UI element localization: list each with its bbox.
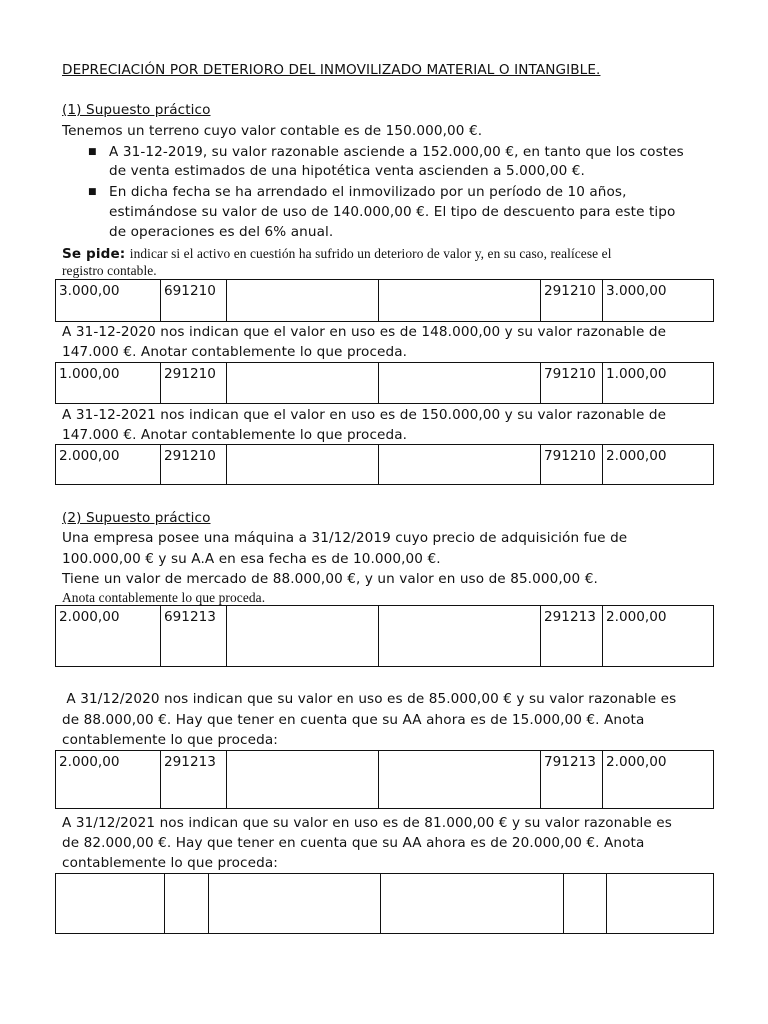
document-title: DEPRECIACIÓN POR DETERIORO DEL INMOVILIZADO MATERIAL O INTANGIBLE. [62, 62, 601, 78]
ask-text: indicar si el activo en cuestión ha sufrido un deterioro de valor y, en su caso, realícese el [129, 246, 612, 261]
journal-entry-table [55, 750, 714, 809]
case2-ask: Anota contablemente lo que proceda. [62, 590, 266, 605]
credit-account-cell[interactable] [564, 874, 607, 934]
credit-name-cell[interactable] [381, 874, 564, 934]
table-row [56, 280, 714, 322]
credit-amount-cell[interactable] [607, 874, 714, 934]
case2-2020-question-line1: A 31/12/2020 nos indican que su valor en uso es de 85.000,00 € y su valor razonable es [62, 691, 677, 707]
table-row [56, 751, 714, 809]
credit-amount-cell: 2.000,00 [603, 445, 714, 485]
case2-intro-line1: Una empresa posee una máquina a 31/12/2019 cuyo precio de adquisición fue de [62, 530, 628, 546]
case1-bullet1-line1: A 31-12-2019, su valor razonable asciende a 152.000,00 €, en tanto que los costes [109, 144, 684, 160]
journal-entry-table-empty [55, 873, 714, 934]
credit-name-cell [379, 751, 541, 809]
case2-intro-line2: 100.000,00 € y su A.A en esa fecha es de 10.000,00 €. [62, 551, 441, 567]
debit-amount-cell: 2.000,00 [56, 445, 161, 485]
debit-name-cell [227, 280, 379, 322]
journal-entry-table [55, 605, 714, 667]
case2-intro-line3: Tiene un valor de mercado de 88.000,00 €, y un valor en uso de 85.000,00 €. [62, 571, 598, 587]
debit-name-cell[interactable] [209, 874, 381, 934]
credit-name-cell [379, 280, 541, 322]
debit-name-cell [227, 363, 379, 404]
table-row [56, 363, 714, 404]
case1-bullet1-line2: de venta estimados de una hipotética venta ascienden a 5.000,00 €. [109, 163, 585, 179]
credit-name-cell [379, 606, 541, 667]
debit-amount-cell: 1.000,00 [56, 363, 161, 404]
case2-2020-question-line3: contablemente lo que proceda: [62, 732, 278, 748]
debit-name-cell [227, 751, 379, 809]
debit-amount-cell[interactable] [56, 874, 165, 934]
debit-account-cell: 291210 [161, 363, 227, 404]
case1-ask-line2: registro contable. [62, 263, 157, 278]
table-row [56, 874, 714, 934]
credit-name-cell [379, 363, 541, 404]
case1-bullet2-line3: de operaciones es del 6% anual. [109, 224, 334, 240]
journal-entry-table [55, 279, 714, 322]
debit-account-cell: 691210 [161, 280, 227, 322]
debit-name-cell [227, 606, 379, 667]
credit-account-cell: 791210 [541, 445, 603, 485]
case1-2020-question-line1: A 31-12-2020 nos indican que el valor en uso es de 148.000,00 y su valor razonable de [62, 324, 667, 340]
case2-2020-question-line2: de 88.000,00 €. Hay que tener en cuenta que su AA ahora es de 15.000,00 €. Anota [62, 712, 645, 728]
credit-account-cell: 291210 [541, 280, 603, 322]
credit-account-cell: 791213 [541, 751, 603, 809]
bullet-marker: ■ [88, 147, 97, 157]
table-row [56, 445, 714, 485]
case1-intro: Tenemos un terreno cuyo valor contable es de 150.000,00 €. [62, 123, 483, 139]
debit-amount-cell: 3.000,00 [56, 280, 161, 322]
journal-entry-table [55, 362, 714, 404]
bullet-marker: ■ [88, 187, 97, 197]
case1-2021-question-line2: 147.000 €. Anotar contablemente lo que proceda. [62, 427, 408, 443]
case1-2021-question-line1: A 31-12-2021 nos indican que el valor en uso es de 150.000,00 y su valor razonable de [62, 407, 667, 423]
case1-2020-question-line2: 147.000 €. Anotar contablemente lo que proceda. [62, 344, 408, 360]
debit-account-cell: 291210 [161, 445, 227, 485]
ask-label: Se pide: [62, 246, 126, 262]
debit-account-cell: 691213 [161, 606, 227, 667]
debit-name-cell [227, 445, 379, 485]
table-row [56, 606, 714, 667]
credit-account-cell: 791210 [541, 363, 603, 404]
credit-amount-cell: 2.000,00 [603, 606, 714, 667]
debit-amount-cell: 2.000,00 [56, 606, 161, 667]
credit-amount-cell: 2.000,00 [603, 751, 714, 809]
case2-2021-question-line3: contablemente lo que proceda: [62, 855, 278, 871]
debit-account-cell: 291213 [161, 751, 227, 809]
credit-account-cell: 291213 [541, 606, 603, 667]
credit-name-cell [379, 445, 541, 485]
case2-2021-question-line1: A 31/12/2021 nos indican que su valor en uso es de 81.000,00 € y su valor razonable es [62, 815, 672, 831]
case2-2021-question-line2: de 82.000,00 €. Hay que tener en cuenta que su AA ahora es de 20.000,00 €. Anota [62, 835, 645, 851]
case1-bullet2-line2: estimándose su valor de uso de 140.000,00 €. El tipo de descuento para este tipo [109, 204, 676, 220]
debit-account-cell[interactable] [165, 874, 209, 934]
case2-heading: (2) Supuesto práctico [62, 510, 211, 526]
debit-amount-cell: 2.000,00 [56, 751, 161, 809]
case1-bullet2-line1: En dicha fecha se ha arrendado el inmovilizado por un período de 10 años, [109, 184, 627, 200]
credit-amount-cell: 3.000,00 [603, 280, 714, 322]
credit-amount-cell: 1.000,00 [603, 363, 714, 404]
journal-entry-table [55, 444, 714, 485]
case1-heading: (1) Supuesto práctico [62, 102, 211, 118]
